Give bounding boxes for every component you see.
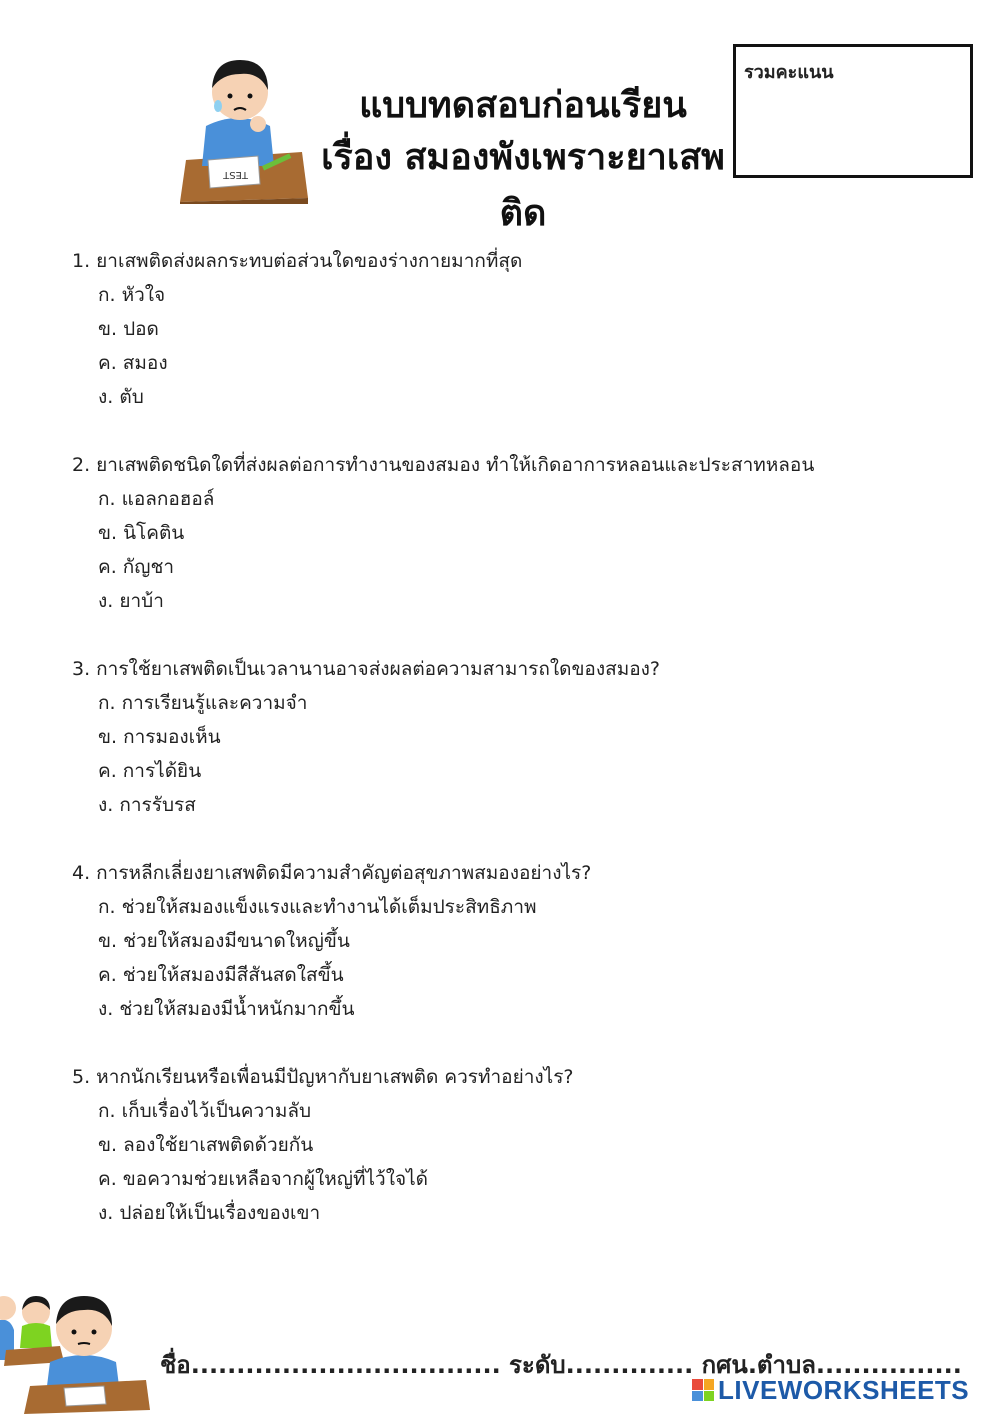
question-5 bbox=[72, 1060, 972, 1230]
answer-option[interactable]: ง. ยาบ้า bbox=[98, 590, 164, 612]
student-taking-test-icon bbox=[178, 48, 310, 204]
score-label: รวมคะแนน bbox=[744, 62, 834, 83]
score-box[interactable] bbox=[733, 44, 973, 178]
question-1 bbox=[72, 244, 972, 414]
question-stem: 5. หากนักเรียนหรือเพื่อนมีปัญหากับยาเสพติด ควรทำอย่างไร? bbox=[72, 1066, 574, 1088]
liveworksheets-badge-icon bbox=[692, 1379, 714, 1401]
answer-option[interactable]: ง. ช่วยให้สมองมีน้ำหนักมากขึ้น bbox=[98, 998, 355, 1020]
answer-option[interactable]: ข. ปอด bbox=[98, 318, 159, 340]
question-stem: 1. ยาเสพติดส่งผลกระทบต่อส่วนใดของร่างกายมากที่สุด bbox=[72, 250, 523, 272]
question-list bbox=[72, 244, 972, 1264]
question-stem: 4. การหลีกเลี่ยงยาเสพติดมีความสำคัญต่อสุขภาพสมองอย่างไร? bbox=[72, 862, 592, 884]
answer-option[interactable]: ค. การได้ยิน bbox=[98, 760, 202, 782]
title-line-1: แบบทดสอบก่อนเรียน bbox=[359, 85, 687, 126]
question-2 bbox=[72, 448, 972, 618]
answer-option[interactable]: ก. แอลกอฮอล์ bbox=[98, 488, 215, 510]
answer-option[interactable]: ก. การเรียนรู้และความจำ bbox=[98, 692, 308, 714]
question-4 bbox=[72, 856, 972, 1026]
worksheet-title bbox=[318, 82, 728, 242]
answer-option[interactable]: ข. การมองเห็น bbox=[98, 726, 221, 748]
answer-option[interactable]: ก. เก็บเรื่องไว้เป็นความลับ bbox=[98, 1100, 312, 1122]
question-3 bbox=[72, 652, 972, 822]
liveworksheets-logo bbox=[692, 1376, 969, 1404]
title-line-2: เรื่อง สมองพังเพราะยาเสพติด bbox=[321, 137, 725, 234]
answer-option[interactable]: ค. ช่วยให้สมองมีสีสันสดใสขึ้น bbox=[98, 964, 344, 986]
answer-option[interactable]: ง. การรับรส bbox=[98, 794, 196, 816]
brand-name: LIVEWORKSHEETS bbox=[718, 1374, 970, 1405]
answer-option[interactable]: ข. ลองใช้ยาเสพติดด้วยกัน bbox=[98, 1134, 314, 1156]
answer-option[interactable]: ก. ช่วยให้สมองแข็งแรงและทำงานได้เต็มประสิทธิภาพ bbox=[98, 896, 537, 918]
students-in-class-icon bbox=[0, 1290, 150, 1414]
svg-text:TEST: TEST bbox=[223, 169, 248, 180]
answer-option[interactable]: ก. หัวใจ bbox=[98, 284, 166, 306]
question-stem: 2. ยาเสพติดชนิดใดที่ส่งผลต่อการทำงานของสมอง ทำให้เกิดอาการหลอนและประสาทหลอน bbox=[72, 454, 815, 476]
answer-option[interactable]: ข. นิโคติน bbox=[98, 522, 185, 544]
answer-option[interactable]: ง. ตับ bbox=[98, 386, 144, 408]
question-stem: 3. การใช้ยาเสพติดเป็นเวลานานอาจส่งผลต่อความสามารถใดของสมอง? bbox=[72, 658, 661, 680]
answer-option[interactable]: ค. สมอง bbox=[98, 352, 168, 374]
answer-option[interactable]: ค. กัญชา bbox=[98, 556, 175, 578]
answer-option[interactable]: ค. ขอความช่วยเหลือจากผู้ใหญ่ที่ไว้ใจได้ bbox=[98, 1168, 429, 1190]
answer-option[interactable]: ง. ปล่อยให้เป็นเรื่องของเขา bbox=[98, 1202, 321, 1224]
student-info-line[interactable]: ชื่อ.................................. ระดับ.............. กศน.ตำบล................ bbox=[160, 1351, 962, 1379]
answer-option[interactable]: ข. ช่วยให้สมองมีขนาดใหญ่ขึ้น bbox=[98, 930, 350, 952]
